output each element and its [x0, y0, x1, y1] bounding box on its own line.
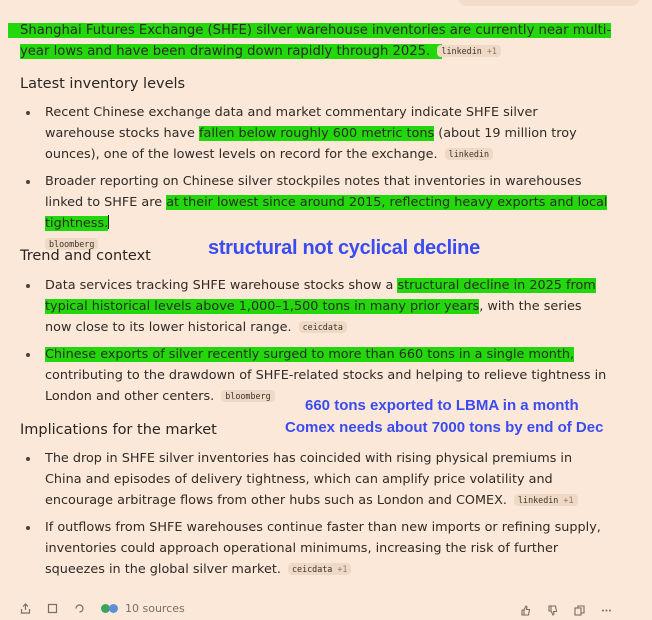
annotation-exports: 660 tons exported to LBMA in a month	[305, 397, 579, 414]
response-footer	[20, 601, 185, 615]
bullet-list-latest-inventory	[20, 102, 610, 255]
sources-button[interactable]: 10 sources	[101, 602, 185, 615]
list-item: Data services tracking SHFE warehouse stocks show a structural decline in 2025 from typical historical levels above 1,000–1,500 tons in many prior years, with the series now close to its lower historical range. ceicdata	[20, 275, 610, 338]
copy-icon[interactable]	[574, 601, 585, 612]
citation-chip[interactable]: ceicdata	[299, 321, 347, 333]
citation-chip[interactable]: bloomberg	[221, 390, 274, 402]
intro-highlight: Shanghai Futures Exchange (SHFE) silver warehouse inventories are currently near multi-year lows and have been drawing down rapidly through 2025.	[20, 23, 612, 59]
thumbs-up-icon[interactable]	[520, 601, 531, 612]
citation-chip[interactable]: linkedin +1	[514, 494, 577, 506]
list-item: The drop in SHFE silver inventories has coincided with rising physical premiums in China and episodes of delivery tightness, which can amplify price volatility and encourage arbitrage flows from other hubs such as London and COMEX. linkedin +1	[20, 448, 610, 511]
section-heading-trend-context: Trend and context	[20, 248, 151, 264]
rewrite-icon[interactable]	[74, 603, 85, 614]
thumbs-down-icon[interactable]	[547, 601, 558, 612]
share-icon[interactable]	[20, 603, 31, 614]
more-options-icon[interactable]	[601, 601, 612, 612]
top-input-pill	[458, 0, 640, 6]
response-actions	[520, 601, 612, 612]
section-heading-implications: Implications for the market	[20, 422, 217, 438]
list-item: Recent Chinese exchange data and market commentary indicate SHFE silver warehouse stocks have fallen below roughly 600 metric tons (about 19 million troy ounces), one of the lowest levels on record for the exchange. linkedin	[20, 102, 610, 165]
text-cursor	[108, 215, 109, 229]
annotation-comex: Comex needs about 7000 tons by end of Dec	[285, 419, 604, 436]
bullet-list-trend-context	[20, 275, 610, 407]
citation-chip[interactable]: linkedin +1	[437, 45, 500, 57]
list-item: If outflows from SHFE warehouses continue faster than new imports or refining supply, inventories could approach operational minimums, increasing the risk of further squeezes in the global silver market. ceicdata +1	[20, 517, 610, 580]
citation-chip[interactable]: bloomberg	[45, 238, 98, 250]
list-item: Broader reporting on Chinese silver stockpiles notes that inventories in warehouses linked to SHFE are at their lowest since around 2015, reflecting heavy exports and local tightness. bloomberg	[20, 171, 610, 255]
bullet-list-implications	[20, 448, 610, 580]
intro-paragraph	[20, 20, 630, 62]
export-icon[interactable]	[47, 603, 58, 614]
source-favicons-icon	[101, 603, 121, 614]
citation-chip[interactable]: linkedin	[445, 148, 493, 160]
annotation-structural: structural not cyclical decline	[208, 237, 480, 259]
section-heading-latest-inventory: Latest inventory levels	[20, 76, 186, 92]
list-item: Chinese exports of silver recently surged to more than 660 tons in a single month, contributing to the drawdown of SHFE-related stocks and helping to relieve tightness in London and other centers. bloomberg	[20, 344, 610, 407]
citation-chip[interactable]: ceicdata +1	[288, 563, 351, 575]
